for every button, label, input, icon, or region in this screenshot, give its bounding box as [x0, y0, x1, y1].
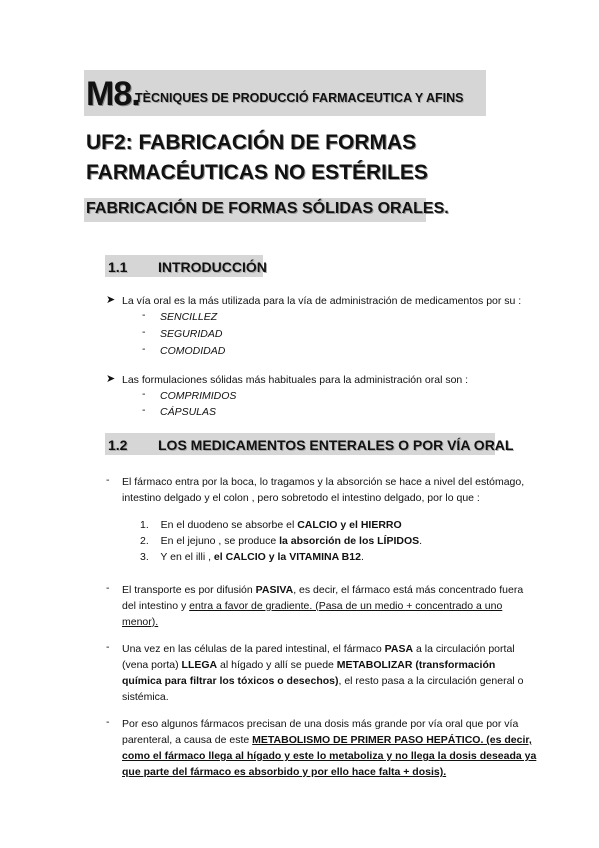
p4-text: parenteral, a causa de este: [122, 734, 253, 746]
p3-text: , el resto pasa a la circulación general o: [338, 675, 524, 687]
numbered-list-item: [140, 517, 402, 533]
list-item: SENCILLEZ: [160, 311, 218, 323]
dash-bullet: -: [106, 582, 110, 594]
p3-bold: química para filtrar los tóxicos o desechos): [122, 675, 339, 687]
section2-number: 1.2: [108, 437, 128, 453]
paragraph-4: [122, 716, 536, 780]
p3-text: al hígado y allí se puede: [217, 659, 337, 671]
list-number: 1.: [140, 519, 149, 531]
section1-bullet1: La vía oral es la más utilizada para la vía de administración de medicamentos por su :: [122, 295, 522, 307]
unit-title: [86, 128, 506, 188]
p1-line2: intestino delgado y el colon , pero sobretodo el intestino delgado, por lo que :: [122, 492, 480, 504]
p2-underlined: menor).: [122, 616, 159, 628]
list-item: COMPRIMIDOS: [160, 390, 237, 402]
p2-bold: PASIVA: [255, 584, 294, 596]
arrow-bullet-icon: ➤: [106, 373, 116, 385]
p3-bold: LLEGA: [181, 659, 218, 671]
dash-bullet: -: [142, 326, 146, 338]
section1-bullet2: Las formulaciones sólidas más habituales para la administración oral son :: [122, 374, 469, 386]
p2-underlined: entra a favor de gradiente. (Pasa de un medio + concentrado a uno: [189, 600, 503, 612]
dash-bullet: -: [142, 388, 146, 400]
p4-bold-underlined: como el fármaco llega al hígado y este lo metaboliza y no llega la dosis deseada ya: [122, 750, 537, 762]
p3-text: a la circulación portal: [413, 643, 515, 655]
dash-bullet: -: [142, 343, 146, 355]
p3-bold: METABOLIZAR (transformación: [336, 659, 496, 671]
list-text-post: .: [419, 535, 423, 547]
list-text: En el jejuno , se produce: [160, 535, 280, 547]
list-text-post: .: [360, 551, 364, 563]
numbered-list-item: [140, 549, 364, 565]
p2-text: del intestino y: [122, 600, 190, 612]
dash-bullet: -: [106, 716, 110, 728]
list-text-bold: la absorción de los LÍPIDOS: [279, 535, 420, 547]
dash-bullet: -: [142, 404, 146, 416]
paragraph-2: [122, 582, 523, 630]
paragraph-3: [122, 641, 524, 705]
list-number: 2.: [140, 535, 149, 547]
list-item: SEGURIDAD: [160, 328, 223, 340]
p4-bold-underlined: METABOLISMO DE PRIMER PASO HEPÁTICO. (es decir,: [252, 734, 532, 746]
list-text: En el duodeno se absorbe el: [160, 519, 298, 531]
p2-text: , es decir, el fármaco está más concentrado fuera: [293, 584, 524, 596]
p2-text: El transporte es por difusión: [122, 584, 256, 596]
arrow-bullet-icon: ➤: [106, 294, 116, 306]
list-text: Y en el illi ,: [160, 551, 214, 563]
dash-bullet: -: [106, 641, 110, 653]
paragraph-1: [122, 474, 524, 506]
section1-title: INTRODUCCIÓN: [158, 259, 267, 275]
subtitle: FABRICACIÓN DE FORMAS SÓLIDAS ORALES.: [86, 200, 449, 217]
list-text-bold: el CALCIO y la VITAMINA B12: [213, 551, 361, 563]
section1-number: 1.1: [108, 259, 128, 275]
list-item: COMODIDAD: [160, 345, 226, 357]
p3-text: (vena porta): [122, 659, 182, 671]
section2-title: LOS MEDICAMENTOS ENTERALES O POR VÍA ORAL: [158, 437, 514, 453]
module-title: TÈCNIQUES DE PRODUCCIÓ FARMACEUTICA Y AFINS: [135, 91, 464, 105]
unit-title-line2: FARMACÉUTICAS NO ESTÉRILES: [86, 161, 428, 184]
numbered-list-item: [140, 533, 422, 549]
list-text-bold: CALCIO y el HIERRO: [297, 519, 402, 531]
unit-title-line1: UF2: FABRICACIÓN DE FORMAS: [86, 131, 417, 154]
list-item: CÁPSULAS: [160, 406, 217, 418]
p4-text: Por eso algunos fármacos precisan de una dosis más grande por vía oral que por vía: [122, 718, 519, 730]
dash-bullet: -: [142, 309, 146, 321]
p3-text: Una vez en las células de la pared intestinal, el fármaco: [122, 643, 385, 655]
p3-text: sistémica.: [122, 691, 169, 703]
p1-line1: El fármaco entra por la boca, lo tragamos y la absorción se hace a nivel del estómago,: [122, 476, 525, 488]
p4-bold-underlined: que parte del fármaco es absorbido y por ello hace falta + dosis).: [122, 766, 447, 778]
p3-bold: PASA: [384, 643, 414, 655]
dash-bullet: -: [106, 474, 110, 486]
module-code: M8.: [86, 75, 140, 113]
list-number: 3.: [140, 551, 149, 563]
